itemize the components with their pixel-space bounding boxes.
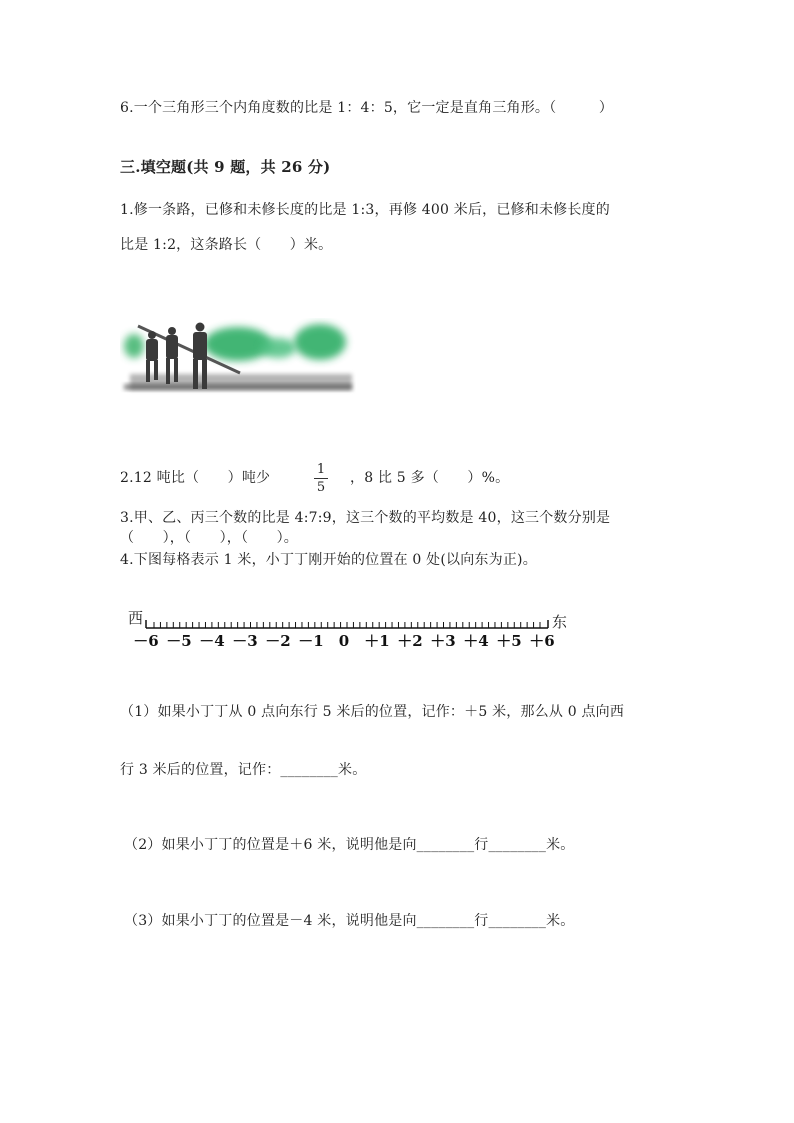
fraction-one-fifth: [312, 462, 330, 495]
question-1-line-2: 比是 1:2，这条路长（ ）米。: [120, 237, 333, 253]
section-3-title: 三.填空题(共 9 题，共 26 分): [120, 158, 331, 176]
question-2-part-2: ，8 比 5 多（ ）%。: [350, 470, 510, 486]
number-line-label: ＋3: [430, 632, 456, 650]
fraction-bar: [314, 478, 328, 479]
number-line-label: ＋4: [463, 632, 489, 650]
number-line-label: －5: [166, 632, 192, 650]
number-line-label: －1: [298, 632, 324, 650]
fraction-denominator: 5: [316, 480, 326, 495]
question-3-line-1: 3.甲、乙、丙三个数的比是 4:7:9，这三个数的平均数是 40，这三个数分别是: [120, 510, 611, 526]
number-line-label: －2: [265, 632, 291, 650]
question-2-part-1: 2.12 吨比（ ）吨少: [120, 470, 271, 486]
west-label: 西: [128, 609, 144, 627]
road-workers-illustration: [120, 318, 356, 400]
question-4-sub-1-line-1: （1）如果小丁丁从 0 点向东行 5 米后的位置，记作：＋5 米，那么从 0 点向西: [120, 704, 625, 720]
question-4-intro: 4.下图每格表示 1 米，小丁丁刚开始的位置在 0 处(以向东为正)。: [120, 552, 537, 568]
number-line-label: ＋5: [496, 632, 522, 650]
number-line-label: －6: [133, 632, 159, 650]
number-line-label: －4: [199, 632, 225, 650]
question-4-sub-2: （2）如果小丁丁的位置是＋6 米，说明他是向________行________米。: [124, 837, 575, 853]
fraction-numerator: 1: [316, 462, 326, 477]
question-4-sub-1-line-2: 行 3 米后的位置，记作：________米。: [120, 762, 367, 778]
number-line-label: ＋6: [529, 632, 555, 650]
question-1-line-1: 1.修一条路，已修和未修长度的比是 1:3，再修 400 米后，已修和未修长度的: [120, 202, 610, 218]
number-line-label: ＋2: [397, 632, 423, 650]
question-3-line-2: （ ），（ ），（ ）。: [120, 530, 298, 546]
question-6-judge: 6.一个三角形三个内角度数的比是 1：4：5，它一定是直角三角形。（ ）: [120, 100, 614, 116]
east-label: 东: [552, 613, 568, 631]
number-line-label: －3: [232, 632, 258, 650]
number-line-label: ＋1: [364, 632, 390, 650]
number-line-label: 0: [338, 632, 350, 650]
question-4-sub-3: （3）如果小丁丁的位置是－4 米，说明他是向________行________米。: [124, 913, 575, 929]
